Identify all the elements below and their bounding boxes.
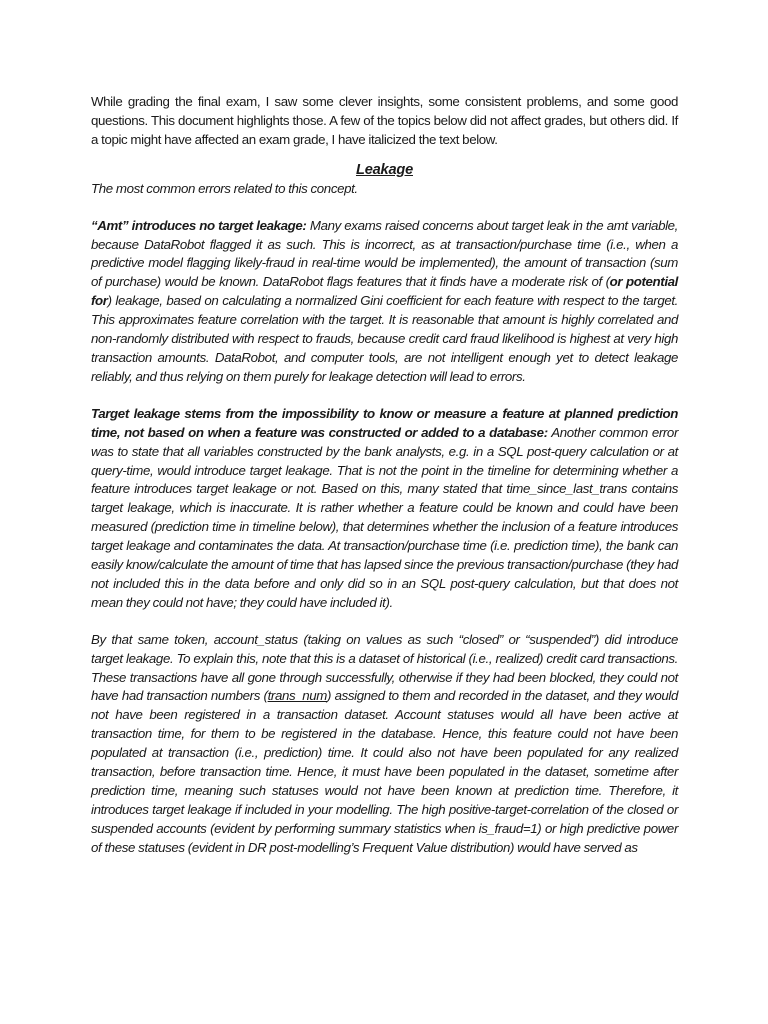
paragraph-amt-leakage bbox=[91, 217, 678, 387]
paragraph-text: By that same token, account_status (taking on values as such “closed” or “suspended”) did introduce target leakage. To explain this, note that this is a dataset of historical (i.e., realized) credit card transactions. These transactions have all gone through successfully, otherwise if they had been blocked, they could not have had transaction numbers ( bbox=[91, 631, 678, 704]
section-heading: Leakage bbox=[355, 161, 413, 178]
underlined-term: trans_num bbox=[267, 688, 327, 704]
paragraph-lead: Target leakage stems from the impossibility to know or measure a feature at planned prediction time, not based on when a feature was constructed or added to a database: bbox=[91, 405, 678, 440]
paragraph-lead: “Amt” introduces no target leakage: bbox=[91, 217, 307, 233]
paragraph-text: ) leakage, based on calculating a normalized Gini coefficient for each feature with respect to the target. This approximates feature correlation with the target. It is reasonable that amount is highly correlated and non-randomly distributed with respect to frauds, because credit card fraud likelihood is highest at very high transaction amounts. DataRobot, and computer tools, are not intelligent enough yet to detect leakage reliably, and thus relying on them purely for leakage detection will lead to errors. bbox=[91, 293, 678, 384]
paragraph-account-status bbox=[91, 631, 678, 858]
bold-phrase: or potential for bbox=[91, 274, 678, 309]
paragraph-text: Many exams raised concerns about target leak in the amt variable, because DataRobot flagged it as such. This is incorrect, as at transaction/purchase time (i.e., when a predictive model flagging likely-fraud in real-time would be implemented), the amount of transaction (sum of purchase) would be known. DataRobot flags features that it finds have a moderate risk of ( bbox=[91, 217, 678, 290]
paragraph-text: Another common error was to state that all variables constructed by the bank analysts, e.g. in a SQL post-query calculation or at query-time, would introduce target leakage. That is not the point in the timeline for determining whether a feature introduces target leakage or not. Based on this, many stated that time_since_last_trans contains target leakage, which is inaccurate. It is rather whether a feature could be known and could have been measured (prediction time in timeline below), that determines whether the inclusion of a feature introduces target leakage and contaminates the data. At transaction/purchase time (i.e. prediction time), the bank can easily know/calculate the amount of time that has lapsed since the previous transaction/purchase (they had not included this in the data before and only did so in an SQL post-query calculation, but that does not mean they could not have; they could have included it). bbox=[91, 424, 678, 610]
paragraph-prediction-time bbox=[91, 405, 678, 613]
section-subheading: The most common errors related to this concept. bbox=[91, 180, 358, 196]
document-page bbox=[91, 93, 678, 858]
intro-paragraph: While grading the final exam, I saw some clever insights, some consistent problems, and some good questions. This document highlights those. A few of the topics below did not affect grades, but others did. If a topic might have affected an exam grade, I have italicized the text below. bbox=[91, 94, 678, 147]
paragraph-text: ) assigned to them and recorded in the dataset, and they would not have been registered in a transaction dataset. Account statuses would all have been active at transaction time, for them to be registered in the database. Hence, this feature could not have been populated at transaction (i.e., prediction) time. It could also not have been populated for any realized transaction, before transaction time. Hence, it must have been populated in the dataset, sometime after prediction time, meaning such statuses would not have been known at prediction time. Therefore, it introduces target leakage if included in your modelling. The high positive-target-correlation of the closed or suspended accounts (evident by performing summary statistics when is_fraud=1) or high predictive power of these statuses (evident in DR post-modelling’s Frequent Value distribution) would have served as bbox=[91, 688, 678, 855]
